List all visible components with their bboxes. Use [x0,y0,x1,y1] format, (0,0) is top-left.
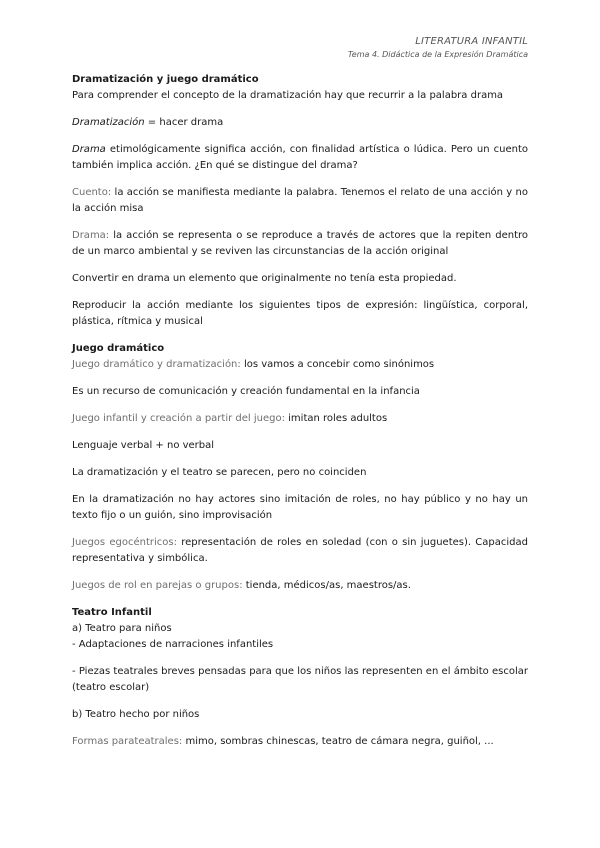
section-heading-teatro-infantil: Teatro Infantil [72,607,152,618]
paragraph-reproducir: Reproducir la acción mediante los siguientes tipos de expresión: lingüística, corporal, plástica, rítmica y musical [72,300,528,327]
juego-dramatico-label: Juego dramático y dramatización: [72,359,241,370]
paragraph-egocentricos [72,535,528,567]
paragraph-convertir: Convertir en drama un elemento que originalmente no tenía esta propiedad. [72,273,457,284]
paragraph-definition [72,115,528,131]
paragraph-juego-dramatizacion [72,357,528,373]
list-item-b: b) Teatro hecho por niños [72,709,200,720]
document-body [72,72,528,761]
cuento-label: Cuento: [72,187,112,198]
juegos-rol-label: Juegos de rol en parejas o grupos: [72,580,243,591]
drama-term: Drama [72,144,106,155]
paragraph-no-actores: En la dramatización no hay actores sino imitación de roles, no hay público y no hay un texto fijo o un guión, sino improvisación [72,494,528,521]
juegos-rol-text: tienda, médicos/as, maestros/as. [242,580,411,591]
paragraph-recurso: Es un recurso de comunicación y creación fundamental en la infancia [72,386,420,397]
formas-text: mimo, sombras chinescas, teatro de cámara negra, guiñol, ... [182,736,494,747]
drama-etymology-text: etimológicamente significa acción, con finalidad artística o lúdica. Pero un cuento también implica acción. ¿En qué se distingue del drama? [72,144,528,171]
header-title: LITERATURA INFANTIL [415,36,528,47]
juego-dramatico-text: los vamos a concebir como sinónimos [240,359,435,370]
paragraph-juego-infantil [72,411,528,427]
paragraph-drama-etymology [72,142,528,174]
paragraph-parecen: La dramatización y el teatro se parecen, pero no coinciden [72,467,367,478]
list-item-a2: - Piezas teatrales breves pensadas para que los niños las representen en el ámbito escolar (teatro escolar) [72,666,528,693]
paragraph-lenguaje: Lenguaje verbal + no verbal [72,440,215,451]
cuento-text: la acción se manifiesta mediante la palabra. Tenemos el relato de una acción y no la acción misa [72,187,528,214]
juego-infantil-text: imitan roles adultos [284,413,388,424]
definition-term: Dramatización [72,117,145,128]
section-heading-juego-dramatico: Juego dramático [72,343,165,354]
egocentricos-text: representación de roles en soledad (con o sin juguetes). Capacidad representativa y simbólica. [72,537,528,564]
paragraph-formas-parateatrales [72,734,528,750]
header-subtitle: Tema 4. Didáctica de la Expresión Dramática [347,50,528,59]
section-heading-dramatizacion: Dramatización y juego dramático [72,74,259,85]
drama-label: Drama: [72,230,110,241]
egocentricos-label: Juegos egocéntricos: [72,537,177,548]
paragraph-juegos-rol [72,578,528,594]
drama-text: la acción se representa o se reproduce a través de actores que la repiten dentro de un marco ambiental y se reviven las circunstancias de la acción original [72,230,528,257]
list-item-a1: - Adaptaciones de narraciones infantiles [72,639,274,650]
page-header [348,36,528,59]
paragraph-intro [72,88,528,104]
list-item-a: a) Teatro para niños [72,623,172,634]
definition-text: = hacer drama [144,117,224,128]
paragraph-drama [72,228,528,260]
paragraph-cuento [72,185,528,217]
intro-text: Para comprender el concepto de la dramatización hay que recurrir a la palabra drama [72,90,504,101]
juego-infantil-label: Juego infantil y creación a partir del juego: [72,413,285,424]
formas-label: Formas parateatrales: [72,736,183,747]
